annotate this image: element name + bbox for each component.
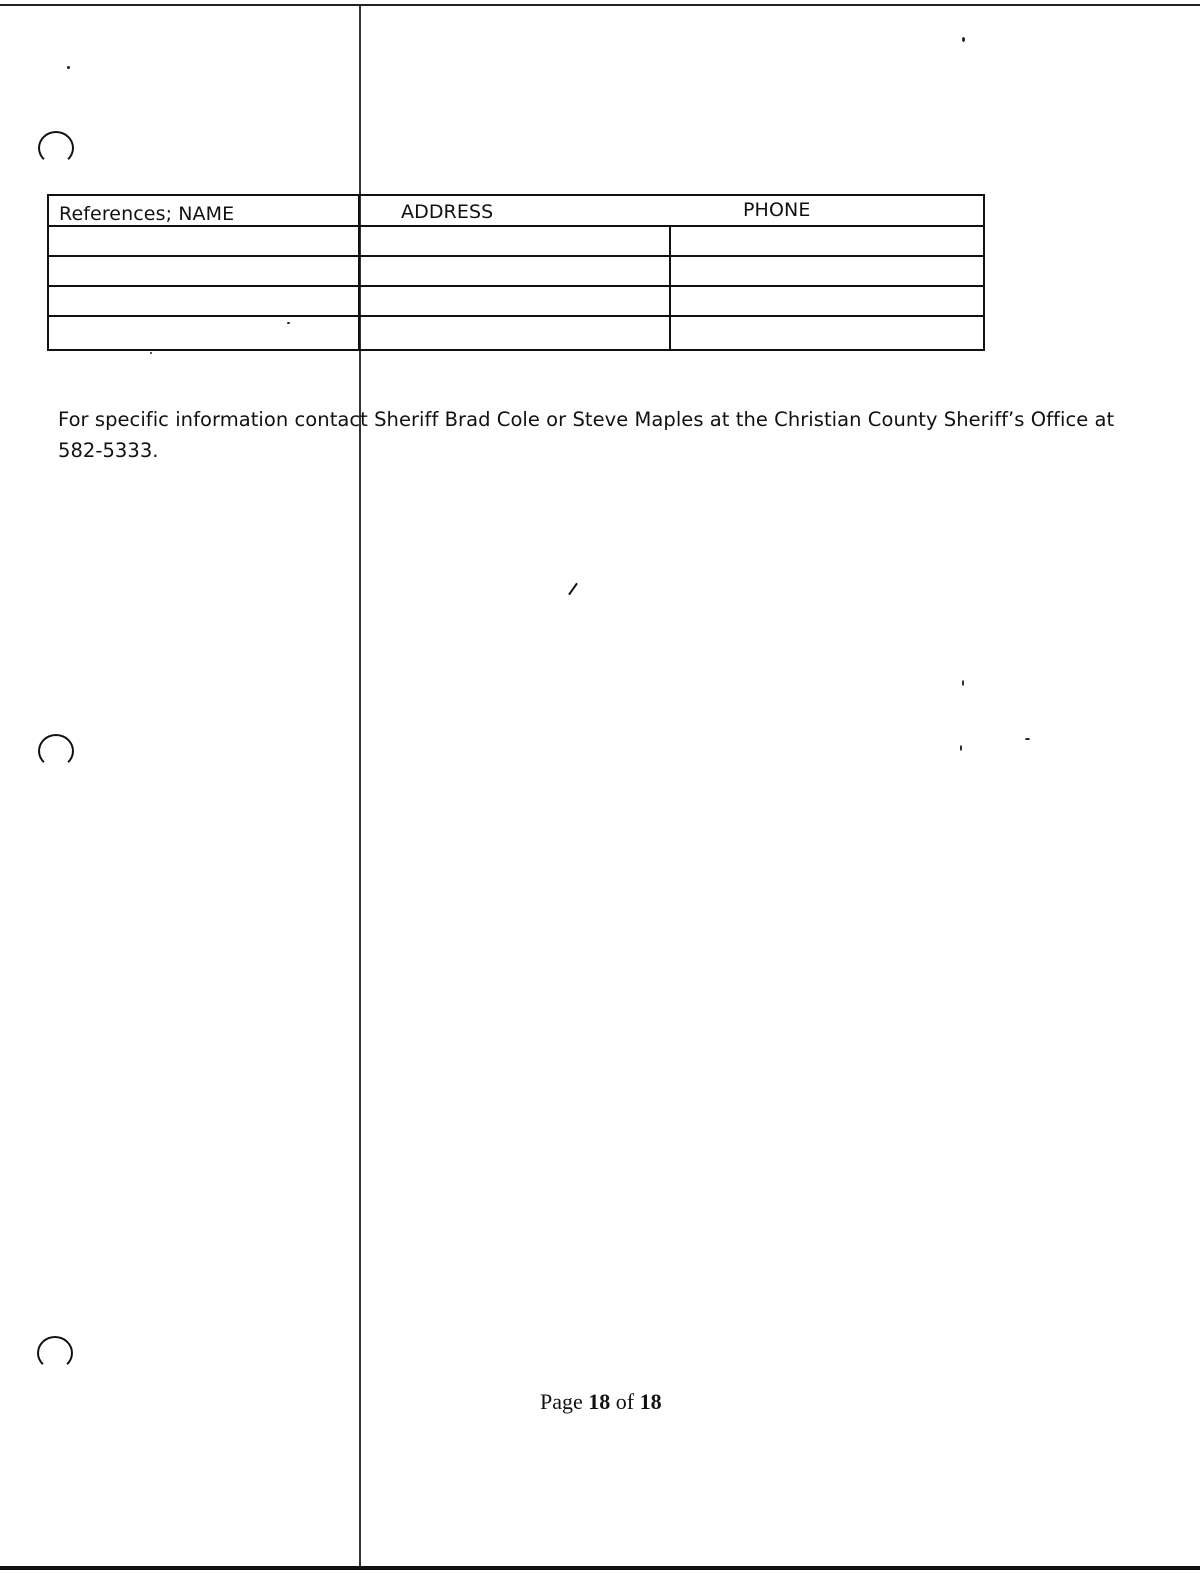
table-row: [49, 227, 981, 255]
references-address-header: ADDRESS: [401, 201, 494, 223]
page-label: Page: [540, 1389, 583, 1414]
scan-speck: [1025, 738, 1030, 740]
scan-speck: [960, 745, 962, 751]
contact-information-text: For specific information contact Sheriff Brad Cole or Steve Maples at the Christian County Sheriff’s Office at 582-5333.: [58, 408, 1115, 462]
punch-hole-middle: [38, 734, 74, 768]
references-name-header: References; NAME: [59, 203, 235, 225]
table-row: [49, 287, 981, 315]
table-row: [49, 257, 981, 285]
page-top-edge: [0, 4, 1200, 6]
scan-speck: [150, 352, 152, 354]
current-page-number: 18: [588, 1389, 611, 1414]
scan-speck: [962, 680, 964, 686]
punch-hole-bottom: [37, 1336, 73, 1370]
total-page-count: 18: [639, 1389, 662, 1414]
page-number: [540, 1388, 662, 1416]
references-table: [47, 194, 983, 349]
punch-hole-top: [38, 131, 74, 165]
page-of-label: of: [615, 1389, 635, 1414]
table-row: [49, 317, 981, 345]
scan-speck: [962, 37, 965, 42]
page-bottom-edge: [0, 1566, 1200, 1570]
scan-pen-mark: [568, 583, 578, 596]
references-phone-header: PHONE: [743, 199, 811, 221]
scan-speck: [67, 66, 70, 69]
